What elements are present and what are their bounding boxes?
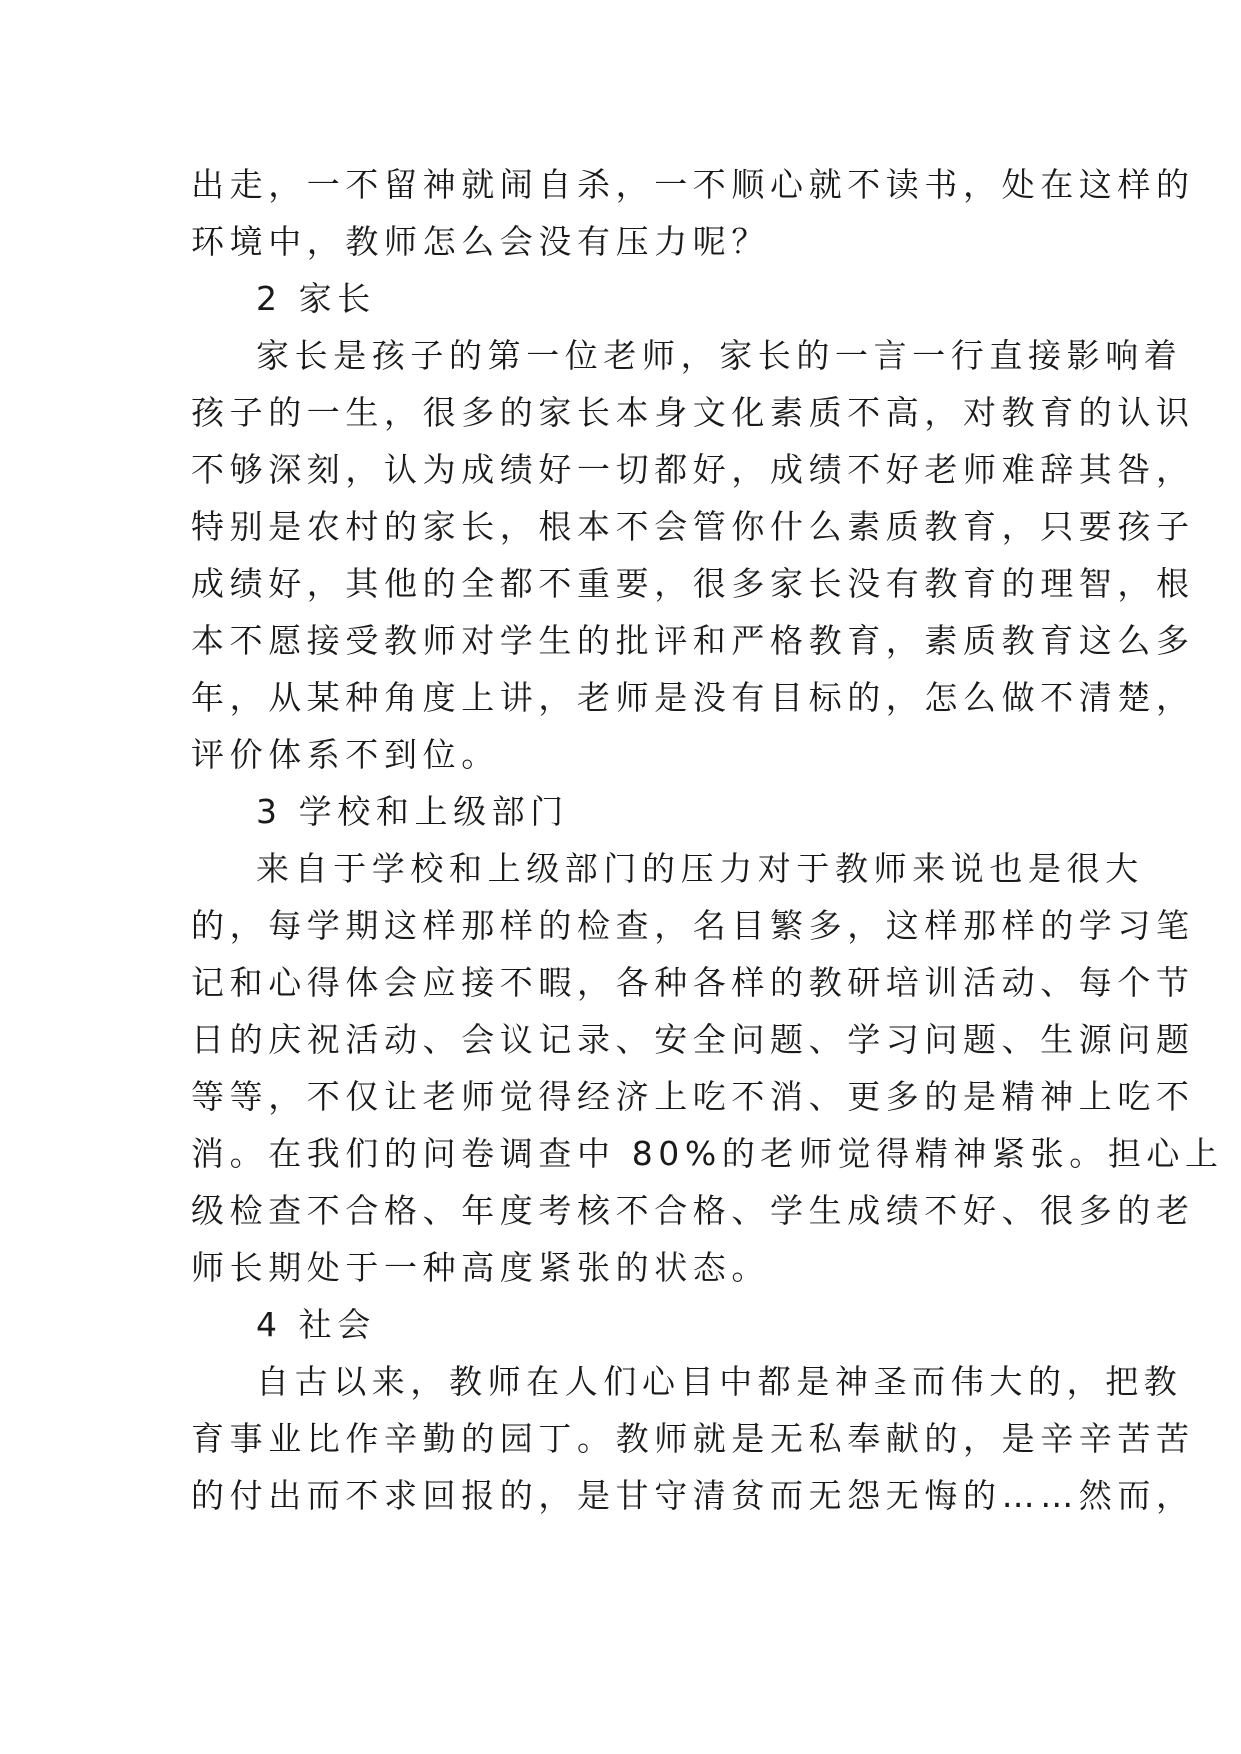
text-line: 记和心得体会应接不暇，各种各样的教研培训活动、每个节 xyxy=(191,963,1195,1002)
text-line: 等等，不仅让老师觉得经济上吃不消、更多的是精神上吃不 xyxy=(191,1077,1195,1116)
text-line: 家长是孩子的第一位老师，家长的一言一行直接影响着 xyxy=(256,336,1183,375)
text-line: 自古以来，教师在人们心目中都是神圣而伟大的，把教 xyxy=(256,1362,1183,1401)
text-line: 日的庆祝活动、会议记录、安全问题、学习问题、生源问题 xyxy=(191,1020,1195,1059)
text-line: 级检查不合格、年度考核不合格、学生成绩不好、很多的老 xyxy=(191,1191,1195,1230)
section-heading: 3 学校和上级部门 xyxy=(256,792,569,831)
section-heading: 4 社会 xyxy=(256,1305,376,1344)
text-line: 不够深刻，认为成绩好一切都好，成绩不好老师难辞其咎， xyxy=(191,450,1195,489)
text-line: 评价体系不到位。 xyxy=(191,735,500,774)
text-line: 来自于学校和上级部门的压力对于教师来说也是很大 xyxy=(256,849,1144,888)
text-line: 成绩好，其他的全都不重要，很多家长没有教育的理智，根 xyxy=(191,564,1195,603)
text-line: 孩子的一生，很多的家长本身文化素质不高，对教育的认识 xyxy=(191,393,1195,432)
text-line: 消。在我们的问卷调查中 80%的老师觉得精神紧张。担心上 xyxy=(191,1134,1224,1173)
text-line: 师长期处于一种高度紧张的状态。 xyxy=(191,1248,770,1287)
text-line: 育事业比作辛勤的园丁。教师就是无私奉献的，是辛辛苦苦 xyxy=(191,1419,1195,1458)
text-line: 年，从某种角度上讲，老师是没有目标的，怎么做不清楚， xyxy=(191,678,1195,717)
text-line: 出走，一不留神就闹自杀，一不顺心就不读书，处在这样的 xyxy=(191,165,1195,204)
text-line: 环境中，教师怎么会没有压力呢？ xyxy=(191,222,770,261)
text-line: 特别是农村的家长，根本不会管你什么素质教育，只要孩子 xyxy=(191,507,1195,546)
text-line: 的，每学期这样那样的检查，名目繁多，这样那样的学习笔 xyxy=(191,906,1195,945)
text-line: 本不愿接受教师对学生的批评和严格教育，素质教育这么多 xyxy=(191,621,1195,660)
section-heading: 2 家长 xyxy=(256,279,376,318)
text-line: 的付出而不求回报的，是甘守清贫而无怨无悔的……然而， xyxy=(191,1476,1195,1515)
